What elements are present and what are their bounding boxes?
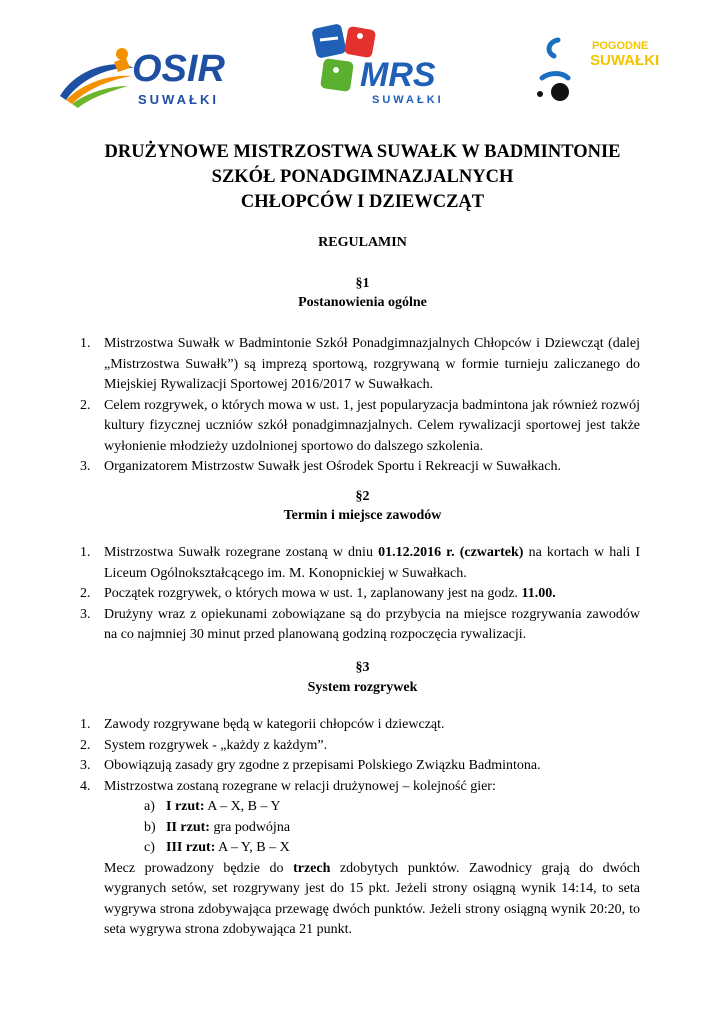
sub-list-item [144,818,640,839]
scoring-post: zdobytych punktów. Zawodnicy grają do dwóch wygranych setów, set rozgrywany jest do 15 pkt. Jeżeli strony osiągną wynik 14:14, to seta wygrywa strona zdobywająca przewagę dwóch punktów. Jeżeli strony osiągną wynik 20:20, to seta wygrywa strona zdobywająca 21 punkt. [104,860,640,937]
list-item [80,334,640,396]
list-text: Obowiązują zasady gry zgodne z przepisami Polskiego Związku Badmintona. [104,758,541,773]
list-item [80,736,640,757]
title-line-1: DRUŻYNOWE MISTRZOSTWA SUWAŁK W BADMINTONIE [104,142,621,162]
list-item [80,756,640,777]
list-number: 3. [80,758,91,773]
pogodne-logo-line1: POGODNE [592,40,649,52]
list-text: Celem rozgrywek, o których mowa w ust. 1, jest popularyzacja badmintona jak również rozwój kultury fizycznej uczniów szkół ponadgimnazjalnych. Celem rywalizacji sportowej jest także wyłonienie młodzieży uzdolnionej sportowo do dalszego szkolenia. [104,397,640,454]
sub-list-letter: c) [144,840,155,855]
list-text-pre: Początek rozgrywek, o których mowa w ust. 1, zaplanowany jest na godz. [104,586,522,601]
list-text-pre: Mistrzostwa Suwałk rozegrane zostaną w dniu [104,545,379,560]
pogodne-logo-line2: SUWAŁKI [590,52,660,69]
sub-list-item [144,797,640,818]
list-text: Organizatorem Mistrzostw Suwałk jest Ośrodek Sportu i Rekreacji w Suwałkach. [104,459,561,474]
osir-logo-sub: SUWAŁKI [138,92,219,107]
list-number: 2. [80,586,91,601]
list-item [80,605,640,646]
list-text-post: na kortach w hali I Liceum Ogólnokształcącego im. M. Konopnickiej w Suwałkach. [104,545,640,581]
pogodne-logo [528,34,668,114]
sub-list-letter: b) [144,819,156,835]
section-1-list [80,334,640,478]
section-3-list [80,715,640,941]
list-number: 1. [80,545,91,560]
list-number: 3. [80,606,91,622]
section-1-mark: §1 [355,276,370,291]
section-2-list [80,543,640,646]
title-line-2: SZKÓŁ PONADGIMNAZJALNYCH [211,167,514,187]
logo-bar [0,18,725,118]
scoring-bold: trzech [293,860,331,876]
sub-list-item [144,838,640,859]
sub-list-letter: a) [144,799,155,814]
document-title [0,140,725,215]
round-text: A – X, B – Y [204,799,281,814]
round-label: II rzut: [166,819,210,835]
osir-logo [56,38,226,118]
osir-logo-word: OSIR [132,48,225,90]
pogodne-figure-icon [528,34,598,114]
list-text: Mistrzostwa zostaną rozegrane w relacji drużynowej – kolejność gier: [104,778,496,794]
round-text: gra podwójna [209,819,291,835]
list-number: 2. [80,737,91,753]
list-item [80,715,640,736]
regulamin-heading: REGULAMIN [318,235,407,250]
list-number: 3. [80,459,91,474]
section-1-heading: Postanowienia ogólne [298,295,427,310]
section-2-mark: §2 [355,489,370,504]
list-item [80,543,640,584]
game-order-list [104,797,640,859]
mrs-logo [300,20,450,110]
list-item [80,396,640,458]
mrs-logo-word: MRS [360,56,436,94]
title-line-3: CHŁOPCÓW I DZIEWCZĄT [240,192,485,212]
mrs-logo-sub: SUWAŁKI [372,94,444,106]
round-label: I rzut: [166,799,205,814]
list-number: 2. [80,397,91,413]
round-label: III rzut: [166,840,216,855]
scoring-paragraph [104,859,640,941]
list-item [80,777,640,941]
list-number: 4. [80,778,91,794]
list-number: 1. [80,717,91,732]
event-date: 01.12.2016 r. (czwartek) [378,545,524,560]
section-2-heading: Termin i miejsce zawodów [283,508,442,523]
list-item [80,584,640,605]
list-text: System rozgrywek - „każdy z każdym”. [104,737,328,753]
list-text: Drużyny wraz z opiekunami zobowiązane są do przybycia na miejsce rozgrywania zawodów na co najmniej 30 minut przed planowaną godziną rozpoczęcia rywalizacji. [104,606,640,642]
section-3-heading: System rozgrywek [307,680,418,695]
round-text: A – Y, B – X [215,840,290,855]
list-item [80,457,640,478]
list-number: 1. [80,336,91,351]
scoring-pre: Mecz prowadzony będzie do [104,860,294,876]
section-3-mark: §3 [355,660,370,675]
list-text: Mistrzostwa Suwałk w Badmintonie Szkół Ponadgimnazjalnych Chłopców i Dziewcząt (dalej „Mistrzostwa Suwałk”) są imprezą sportową, rozgrywaną w formie turnieju zaliczanego do Miejskiej Rywalizacji Sportowej 2016/2017 w Suwałkach. [104,336,640,392]
list-text: Zawody rozgrywane będą w kategorii chłopców i dziewcząt. [104,717,445,732]
start-time: 11.00. [521,586,556,601]
